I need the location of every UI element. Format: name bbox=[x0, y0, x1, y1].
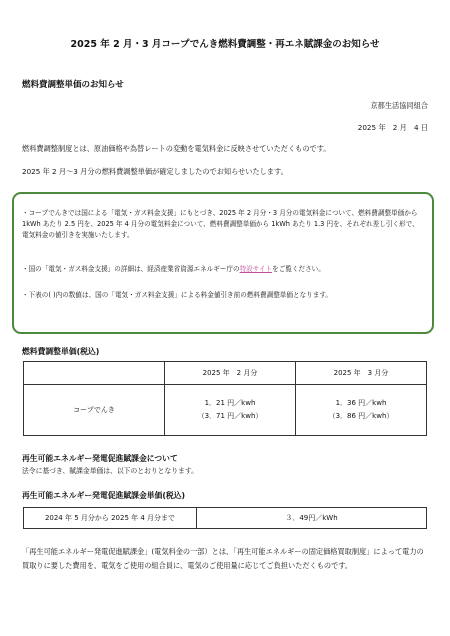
notice-bullet-2-text: ・国の「電気・ガス料金支援」の詳細は、経済産業省資源エネルギー庁の bbox=[22, 265, 240, 273]
mar-unit-price-cell bbox=[296, 385, 427, 436]
table-row bbox=[24, 385, 427, 436]
feb-unit-price-cell bbox=[165, 385, 296, 436]
fuel-table-heading: 燃料費調整単価(税込) bbox=[22, 347, 100, 356]
notice-bullet-3: ・下表の( )内の数値は、国の「電気・ガス料金支援」による料金値引き前の燃料費調整単価となります。 bbox=[22, 291, 333, 299]
table-header-empty bbox=[24, 362, 165, 385]
surcharge-period: 2024 年 5 月分から 2025 年 4 月分まで bbox=[24, 508, 197, 529]
support-notice-box bbox=[12, 192, 434, 334]
notice-bullet-1: ・コープでんきでは国による「電気・ガス料金支援」にもとづき、2025 年 2 月分・3 月分の電気料金について、燃料費調整単価から 1kWh あたり 2.5 円を、2025 年 4 月分の電気料金について、燃料費調整単価から 1kWh あたり 1.3 円を、それぞれ差し引く形で、電気料金の値引きを実施いたします。 bbox=[22, 209, 419, 239]
feb-unit-price: 1．21 円／kwh bbox=[204, 399, 256, 407]
row-label-coop-denki: コープでんき bbox=[24, 385, 165, 436]
fuel-intro-1: 燃料費調整制度とは、原油価格や為替レートの変動を電気料金に反映させていただくものです。 bbox=[22, 144, 331, 153]
notice-bullet-2-suffix: をご覧ください。 bbox=[272, 265, 325, 273]
organization-name: 京都生活協同組合 bbox=[370, 101, 428, 110]
notice-bullet-2 bbox=[22, 264, 422, 275]
renewable-heading: 再生可能エネルギー発電促進賦課金について bbox=[22, 454, 178, 463]
feb-unit-price-before: （3．71 円／kwh） bbox=[197, 412, 263, 420]
mar-unit-price: 1．36 円／kwh bbox=[335, 399, 387, 407]
fuel-adjustment-table bbox=[23, 361, 427, 436]
renewable-surcharge-table bbox=[23, 507, 427, 529]
table-header-mar: 2025 年 3 月分 bbox=[296, 362, 427, 385]
notice-date: 2025 年 2 月 4 日 bbox=[357, 123, 428, 132]
renewable-subtitle: 法令に基づき、賦課金単価は、以下のとおりとなります。 bbox=[22, 467, 198, 475]
mar-unit-price-before: （3．86 円／kwh） bbox=[328, 412, 394, 420]
fuel-intro-2: 2025 年 2 月～3 月分の燃料費調整単価が確定しましたのでお知らせいたします。 bbox=[22, 167, 288, 176]
surcharge-price: ３．49円／kWh bbox=[197, 508, 427, 529]
renewable-footer: 「再生可能エネルギー発電促進賦課金」(電気料金の一部）とは、「再生可能エネルギーの固定価格買取制度」によって電力の買取りに要した費用を、電気をご使用の組合員に、電気のご使用量に応じてご負担いただくものです。 bbox=[22, 547, 424, 570]
table-row bbox=[24, 508, 427, 529]
table-header-feb: 2025 年 2 月分 bbox=[165, 362, 296, 385]
fuel-section-heading: 燃料費調整単価のお知らせ bbox=[22, 80, 124, 90]
document-title: 2025 年 2 月・3 月コープでんき燃料費調整・再エネ賦課金のお知らせ bbox=[70, 39, 380, 50]
special-site-link[interactable]: 特設サイト bbox=[239, 265, 273, 273]
renewable-table-heading: 再生可能エネルギー発電促進賦課金単価(税込) bbox=[22, 491, 186, 500]
